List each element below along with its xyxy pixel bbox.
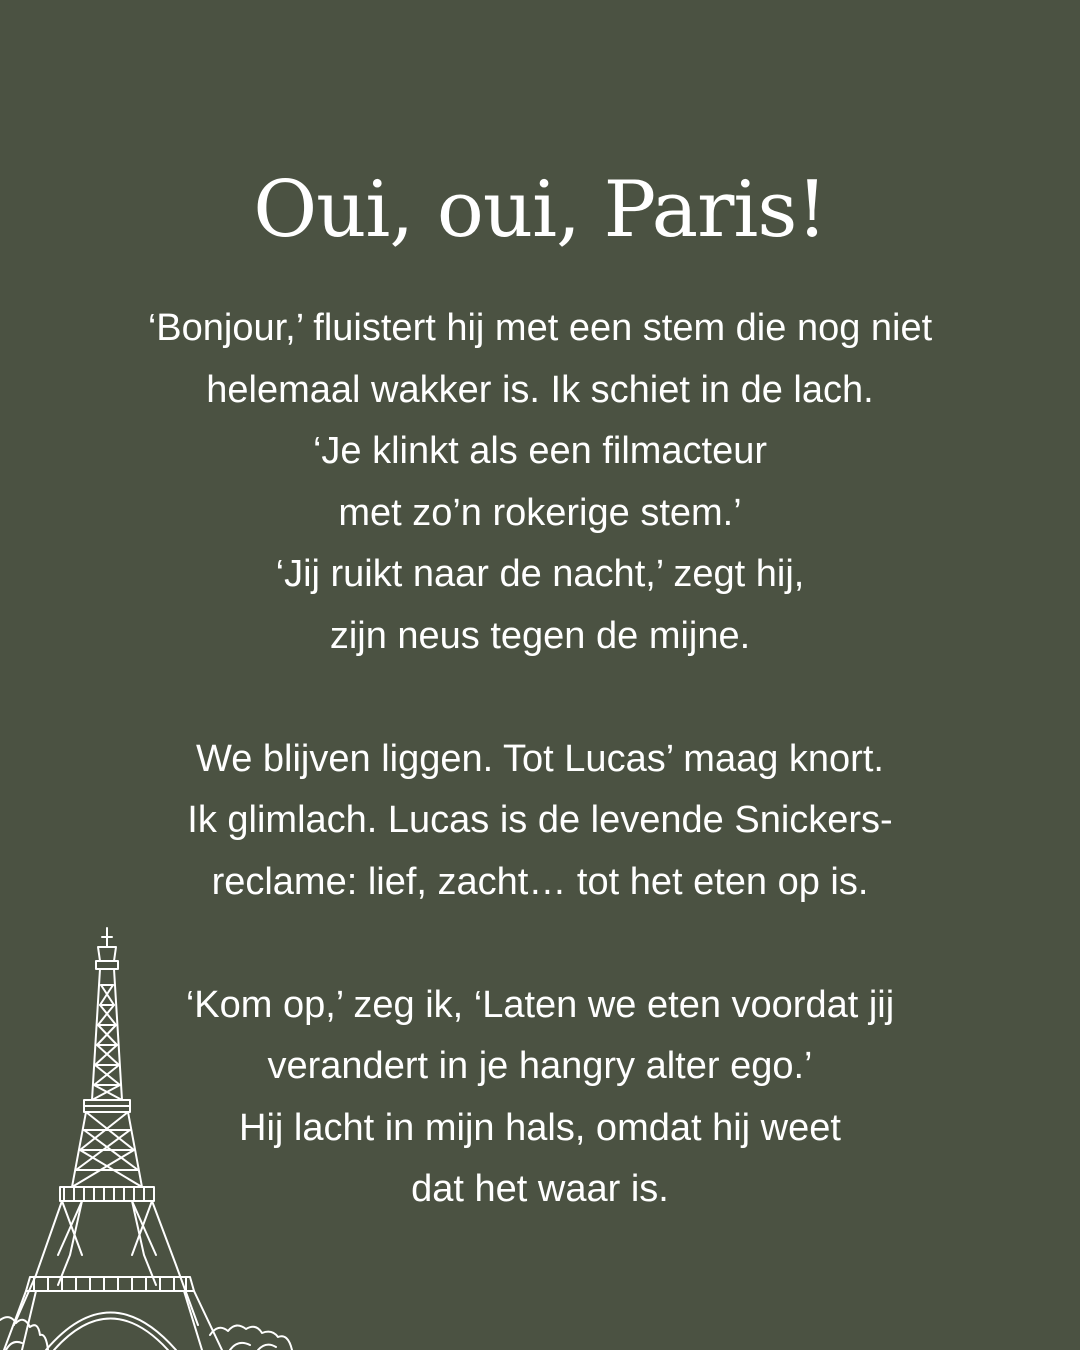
poem-line: met zo’n rokerige stem.’: [338, 491, 742, 534]
poem-line: ‘Je klinkt als een filmacteur: [312, 430, 768, 472]
poem-line: dat het waar is.: [411, 1168, 669, 1210]
eiffel-tower-icon: [0, 925, 300, 1350]
poem-line: zijn neus tegen de mijne.: [329, 614, 751, 657]
poem-line: verandert in je hangry alter ego.’: [267, 1045, 813, 1087]
poem-line: helemaal wakker is. Ik schiet in de lach.: [206, 368, 874, 411]
poem-line: ‘Bonjour,’ fluistert hij met een stem die nog niet: [147, 307, 933, 349]
poem-line: Ik glimlach. Lucas is de levende Snickers-: [187, 799, 893, 841]
stanza: [80, 298, 1000, 667]
stanza: [80, 729, 1000, 914]
poem-line: ‘Jij ruikt naar de nacht,’ zegt hij,: [275, 553, 805, 595]
poem-line: ‘Kom op,’ zeg ik, ‘Laten we eten voordat jij: [185, 983, 895, 1026]
poem-line: We blijven liggen. Tot Lucas’ maag knort.: [196, 737, 884, 780]
poem-line: reclame: lief, zacht… tot het eten op is.: [211, 860, 869, 903]
page-title: Oui, oui, Paris!: [253, 165, 827, 256]
poem-line: Hij lacht in mijn hals, omdat hij weet: [239, 1106, 841, 1149]
